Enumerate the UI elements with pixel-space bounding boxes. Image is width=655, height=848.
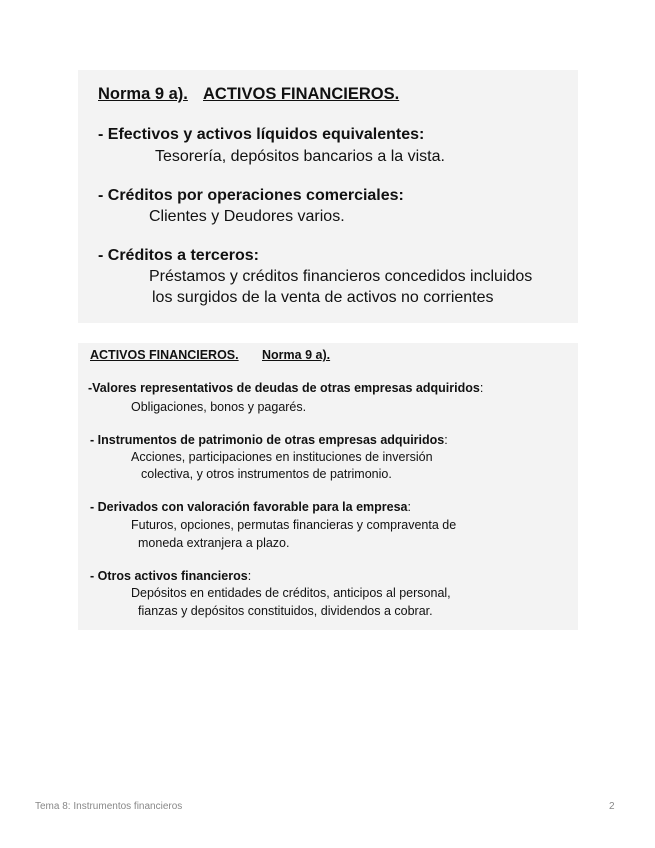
slide2-text-obligaciones: Obligaciones, bonos y pagarés.	[131, 400, 307, 414]
slide1-heading-creditos-comerciales: - Créditos por operaciones comerciales:	[98, 187, 404, 204]
heading-colon: :	[479, 381, 484, 395]
slide2-heading-otros: - Otros activos financieros	[90, 569, 248, 583]
slide-norma-9a	[78, 70, 578, 323]
slide2-heading-derivados: - Derivados con valoración favorable para la empresa	[90, 500, 408, 514]
slide1-text-tesoreria: Tesorería, depósitos bancarios a la vista.	[155, 148, 445, 165]
slide1-text-prestamos: Préstamos y créditos financieros concedidos incluidos	[149, 268, 533, 285]
slide2-title-activos: ACTIVOS FINANCIEROS.	[90, 348, 239, 362]
footer-title: Tema 8: Instrumentos financieros	[35, 801, 183, 812]
slide-activos-financieros	[78, 343, 578, 630]
slide2-title-norma: Norma 9 a).	[262, 348, 331, 362]
slide2-text-acciones: Acciones, participaciones en instituciones de inversión	[131, 450, 433, 464]
slide2-heading-derivados-row	[90, 500, 411, 514]
heading-colon: :	[444, 433, 448, 447]
slide1-heading-efectivos: - Efectivos y activos líquidos equivalentes:	[98, 126, 425, 143]
slide2-heading-otros-row	[90, 569, 251, 583]
slide2-text-futuros: Futuros, opciones, permutas financieras y compraventa de	[131, 518, 457, 532]
slide2-heading-instrumentos: - Instrumentos de patrimonio de otras empresas adquiridos	[90, 433, 445, 447]
slide1-heading-creditos-terceros: - Créditos a terceros:	[98, 247, 259, 264]
slide1-title-norma: Norma 9 a).	[98, 85, 188, 103]
slide2-text-fianzas: fianzas y depósitos constituidos, dividendos a cobrar.	[138, 604, 433, 618]
slide2-heading-instrumentos-row	[90, 433, 448, 447]
page-number: 2	[609, 801, 615, 812]
heading-colon: :	[247, 569, 252, 583]
slide1-text-clientes: Clientes y Deudores varios.	[149, 208, 345, 225]
slide1-title-activos: ACTIVOS FINANCIEROS.	[203, 85, 400, 103]
slide2-text-moneda: moneda extranjera a plazo.	[138, 536, 290, 550]
slide2-text-colectiva: colectiva, y otros instrumentos de patrimonio.	[141, 467, 392, 481]
heading-colon: :	[407, 500, 411, 514]
slide2-heading-valores: -Valores representativos de deudas de otras empresas adquiridos	[88, 381, 480, 395]
slide1-text-surgidos: los surgidos de la venta de activos no corrientes	[152, 289, 494, 306]
slide2-text-depositos: Depósitos en entidades de créditos, anticipos al personal,	[131, 586, 451, 600]
slide2-heading-valores-row	[88, 381, 483, 395]
